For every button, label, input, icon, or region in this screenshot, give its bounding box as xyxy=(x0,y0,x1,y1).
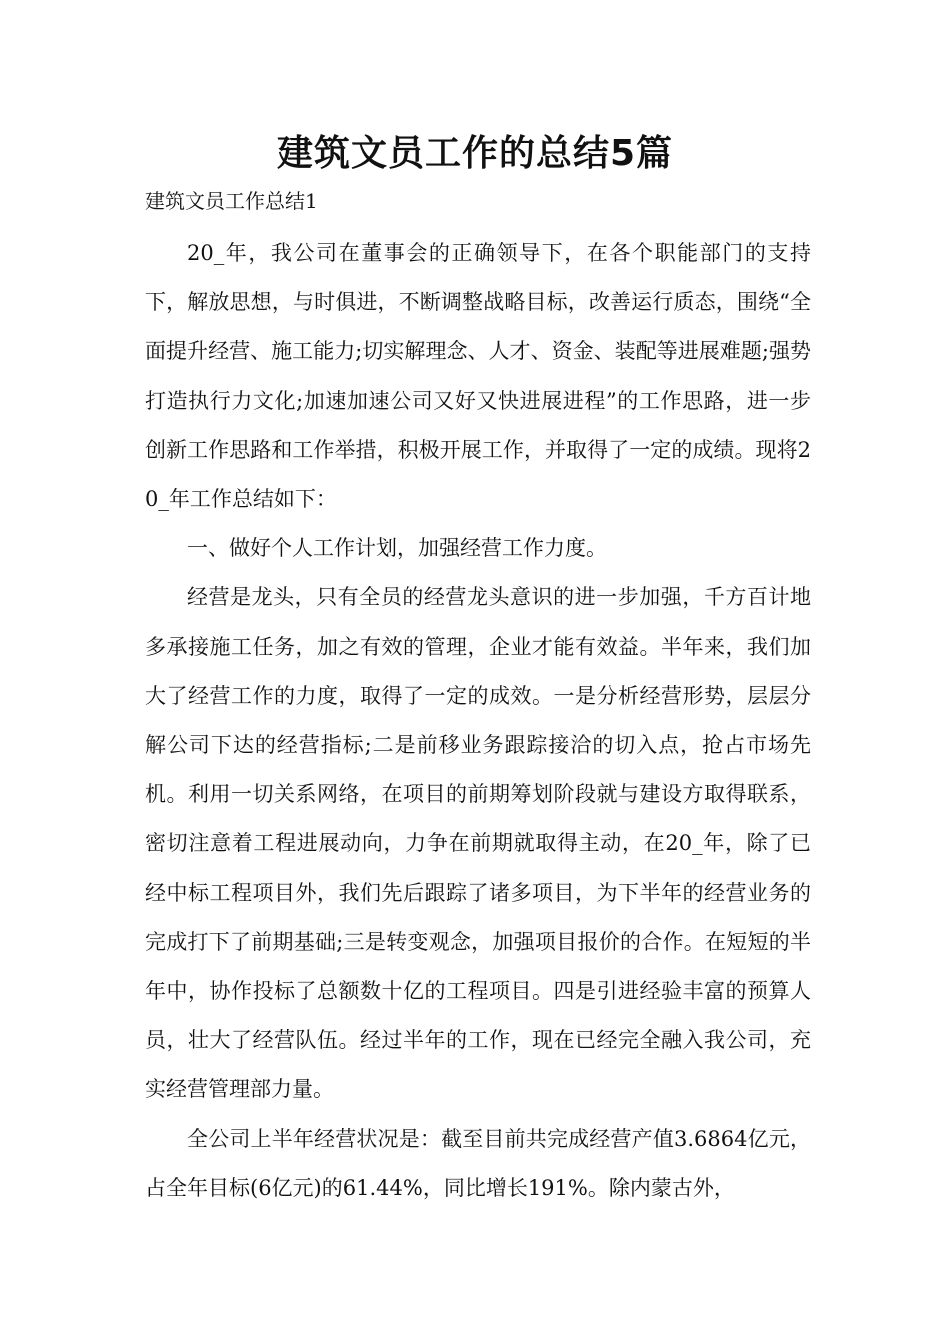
document-title: 建筑文员工作的总结5篇 xyxy=(276,133,674,174)
paragraph-section-heading: 一、做好个人工作计划，加强经营工作力度。 xyxy=(187,536,607,561)
paragraph-operations: 经营是龙头，只有全员的经营龙头意识的进一步加强，千方百计地多承接施工任务，加之有效的管理，企业才能有效益。半年来，我们加大了经营工作的力度，取得了一定的成效。一是分析经营形势，层层分解公司下达的经营指标;二是前移业务跟踪接洽的切入点，抢占市场先机。利用一切关系网络，在项目的前期筹划阶段就与建设方取得联系，密切注意着工程进展动向，力争在前期就取得主动，在20_年，除了已经中标工程项目外，我们先后跟踪了诸多项目，为下半年的经营业务的完成打下了前期基础;三是转变观念，加强项目报价的合作。在短短的半年中，协作投标了总额数十亿的工程项目。四是引进经验丰富的预算人员，壮大了经营队伍。经过半年的工作，现在已经完全融入我公司，充实经营管理部力量。 xyxy=(145,585,811,1102)
section-heading: 建筑文员工作总结1 xyxy=(145,189,318,213)
paragraph-intro: 20_年，我公司在董事会的正确领导下，在各个职能部门的支持下，解放思想，与时俱进，不断调整战略目标，改善运行质态，围绕“全面提升经营、施工能力;切实解理念、人才、资金、装配等进展难题;强势打造执行力文化;加速加速公司又好又快进展进程”的工作思路，进一步创新工作思路和工作举措，积极开展工作，并取得了一定的成绩。现将20_年工作总结如下： xyxy=(145,241,811,512)
document-body xyxy=(145,229,811,1213)
paragraph-status: 全公司上半年经营状况是：截至目前共完成经营产值3.6864亿元，占全年目标(6亿元)的61.44%，同比增长191%。除内蒙古外， xyxy=(145,1126,811,1200)
